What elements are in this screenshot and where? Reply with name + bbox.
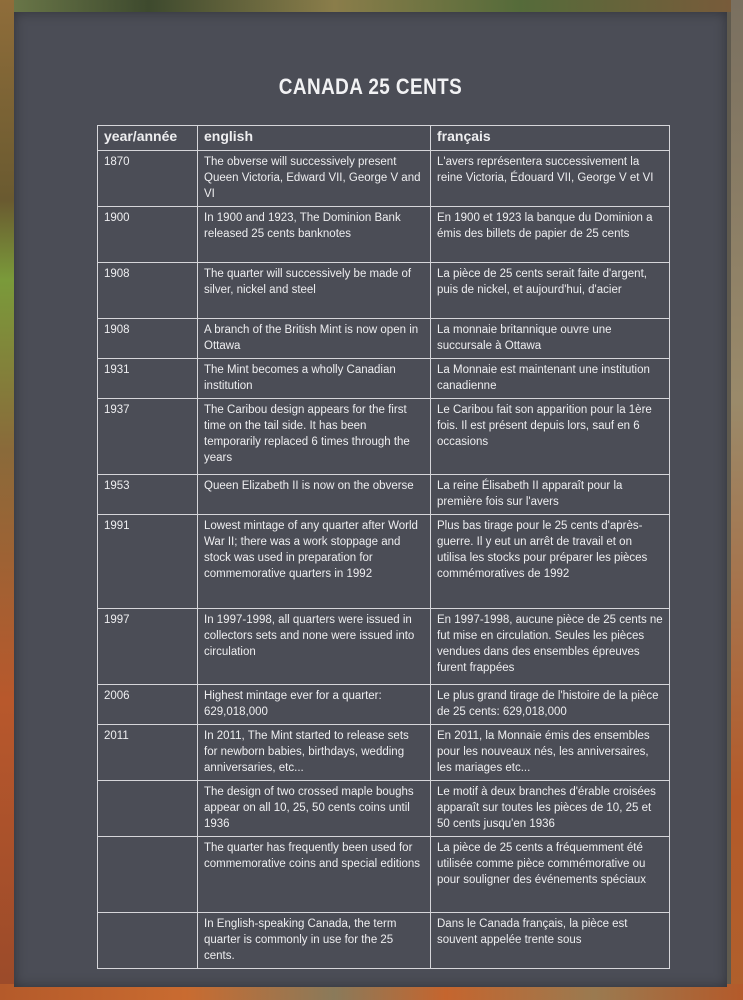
cell-english: The quarter will successively be made of silver, nickel and steel [198,263,431,319]
cell-francais: En 1997-1998, aucune pièce de 25 cents ne fut mise en circulation. Seules les pièces vendues dans des ensembles épreuves furent frappées [431,609,670,685]
header-year: year/année [98,126,198,151]
cell-english: The design of two crossed maple boughs appear on all 10, 25, 50 cents coins until 1936 [198,781,431,837]
cell-francais: Le motif à deux branches d'érable croisées apparaît sur toutes les pièces de 10, 25 et 50 cents jusqu'en 1936 [431,781,670,837]
cell-francais: La Monnaie est maintenant une institution canadienne [431,359,670,399]
cell-year: 2006 [98,685,198,725]
cell-year: 1908 [98,263,198,319]
cell-francais: La pièce de 25 cents serait faite d'argent, puis de nickel, et aujourd'hui, d'acier [431,263,670,319]
table-row [98,475,670,515]
cell-english: In 2011, The Mint started to release sets for newborn babies, birthdays, wedding anniversaries, etc... [198,725,431,781]
cell-year: 1870 [98,151,198,207]
table-row [98,515,670,609]
cell-year [98,837,198,913]
cell-francais: La pièce de 25 cents a fréquemment été utilisée comme pièce commémorative ou pour souligner des événements spéciaux [431,837,670,913]
table-row [98,913,670,969]
table-row [98,837,670,913]
cell-francais: L'avers représentera successivement la reine Victoria, Édouard VII, George V et VI [431,151,670,207]
cell-francais: La monnaie britannique ouvre une succursale à Ottawa [431,319,670,359]
photo-edge-right [731,0,743,1000]
cell-english: Highest mintage ever for a quarter: 629,018,000 [198,685,431,725]
cell-english: The Mint becomes a wholly Canadian institution [198,359,431,399]
cell-francais: Le plus grand tirage de l'histoire de la pièce de 25 cents: 629,018,000 [431,685,670,725]
cell-francais: Dans le Canada français, la pièce est souvent appelée trente sous [431,913,670,969]
cell-year: 1937 [98,399,198,475]
table-row [98,151,670,207]
cell-year: 2011 [98,725,198,781]
document-panel [14,12,727,987]
cell-english: In 1900 and 1923, The Dominion Bank released 25 cents banknotes [198,207,431,263]
cell-year: 1900 [98,207,198,263]
cell-year [98,781,198,837]
cell-english: Queen Elizabeth II is now on the obverse [198,475,431,515]
photo-edge-top [0,0,743,12]
header-francais: français [431,126,670,151]
header-english: english [198,126,431,151]
table-header-row [98,126,670,151]
cell-english: The obverse will successively present Queen Victoria, Edward VII, George V and VI [198,151,431,207]
cell-english: In 1997-1998, all quarters were issued in collectors sets and none were issued into circulation [198,609,431,685]
cell-year: 1997 [98,609,198,685]
cell-year: 1991 [98,515,198,609]
cell-year: 1931 [98,359,198,399]
cell-francais: En 1900 et 1923 la banque du Dominion a émis des billets de papier de 25 cents [431,207,670,263]
table-row [98,399,670,475]
cell-english: A branch of the British Mint is now open in Ottawa [198,319,431,359]
table-row [98,781,670,837]
cell-francais: Le Caribou fait son apparition pour la 1ère fois. Il est présent depuis lors, sauf en 6 occasions [431,399,670,475]
photo-edge-left [0,0,14,1000]
table-row [98,685,670,725]
cell-francais: La reine Élisabeth II apparaît pour la première fois sur l'avers [431,475,670,515]
cell-english: The Caribou design appears for the first time on the tail side. It has been temporarily replaced 6 times through the years [198,399,431,475]
table-row [98,609,670,685]
history-table [97,125,670,969]
cell-francais: En 2011, la Monnaie émis des ensembles pour les nouveaux nés, les anniversaires, les mariages etc... [431,725,670,781]
cell-francais: Plus bas tirage pour le 25 cents d'après-guerre. Il y eut un arrêt de travail et on utilisa les stocks pour préparer les pièces commémoratives de 1992 [431,515,670,609]
table-row [98,359,670,399]
table-row [98,263,670,319]
table-row [98,725,670,781]
cell-year: 1953 [98,475,198,515]
cell-year: 1908 [98,319,198,359]
cell-year [98,913,198,969]
page-title: CANADA 25 CENTS [278,74,463,99]
cell-english: In English-speaking Canada, the term quarter is commonly in use for the 25 cents. [198,913,431,969]
table-row [98,207,670,263]
table-row [98,319,670,359]
cell-english: The quarter has frequently been used for commemorative coins and special editions [198,837,431,913]
cell-english: Lowest mintage of any quarter after World War II; there was a work stoppage and stock was used in preparation for commemorative quarters in 1992 [198,515,431,609]
